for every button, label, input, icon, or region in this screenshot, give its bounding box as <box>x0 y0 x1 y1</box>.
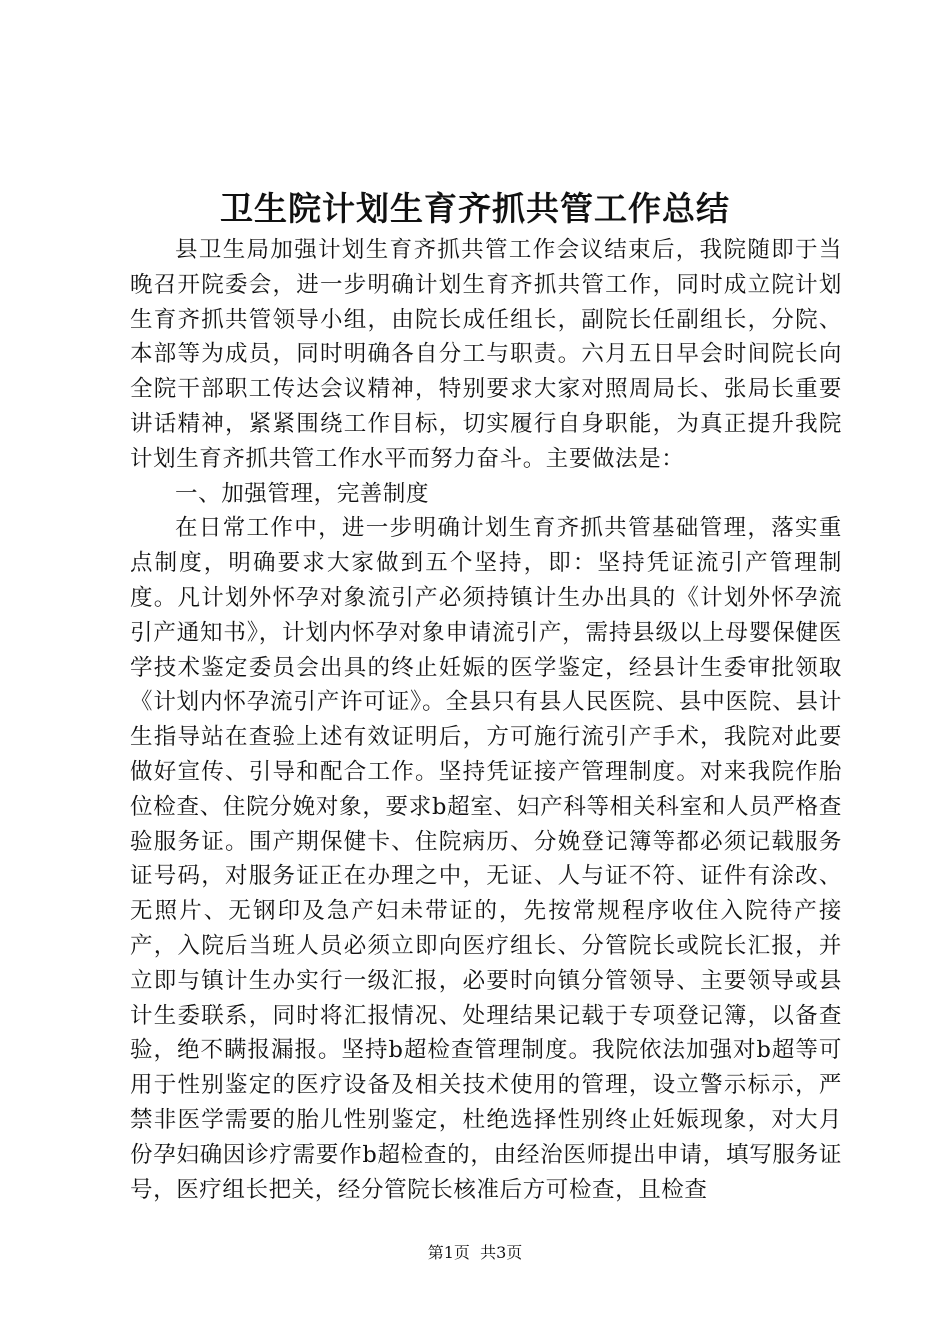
document-title: 卫生院计划生育齐抓共管工作总结 <box>220 189 730 228</box>
paragraph-intro: 县卫生局加强计划生育齐抓共管工作会议结束后，我院随即于当晚召开院委会，进一步明确计划生育齐抓共管工作，同时成立院计划生育齐抓共管领导小组，由院长成任组长，副院长任副组长，分院、本部等为成员，同时明确各自分工与职责。六月五日早会时间院长向全院干部职工传达会议精神，特别要求大家对照周局长、张局长重要讲话精神，紧紧围绕工作目标，切实履行自身职能，为真正提升我院计划生育齐抓共管工作水平而努力奋斗。主要做法是： <box>130 237 842 472</box>
page-number: 第1页 <box>427 1243 470 1262</box>
paragraph-management: 在日常工作中，进一步明确计划生育齐抓共管基础管理，落实重点制度，明确要求大家做到五个坚持，即：坚持凭证流引产管理制度。凡计划外怀孕对象流引产必须持镇计生办出具的《计划外怀孕流引产通知书》，计划内怀孕对象申请流引产，需持县级以上母婴保健医学技术鉴定委员会出具的终止妊娠的医学鉴定，经县计生委审批领取《计划内怀孕流引产许可证》。全县只有县人民医院、县中医院、县计生指导站在查验上述有效证明后，方可施行流引产手术，我院对此要做好宣传、引导和配合工作。坚持凭证接产管理制度。对来我院作胎位检查、住院分娩对象，要求b超室、妇产科等相关科室和人员严格查验服务证。围产期保健卡、住院病历、分娩登记簿等都必须记载服务证号码，对服务证正在办理之中，无证、人与证不符、证件有涂改、无照片、无钢印及急产妇未带证的，先按常规程序收住入院待产接产，入院后当班人员必须立即向医疗组长、分管院长或院长汇报，并立即与镇计生办实行一级汇报，必要时向镇分管领导、主要领导或县计生委联系，同时将汇报情况、处理结果记载于专项登记簿，以备查验，绝不瞒报漏报。坚持b超检查管理制度。我院依法加强对b超等可用于性别鉴定的医疗设备及相关技术使用的管理，设立警示标示，严禁非医学需要的胎儿性别鉴定，杜绝选择性别终止妊娠现象，对大月份孕妇确因诊疗需要作b超检查的，由经治医师提出申请，填写服务证号，医疗组长把关，经分管院长核准后方可检查，且检查 <box>130 515 842 1203</box>
document-body <box>130 233 842 1207</box>
page-footer <box>0 1242 950 1264</box>
page-total: 共3页 <box>480 1243 523 1262</box>
section-heading-1: 一、加强管理，完善制度 <box>175 480 430 507</box>
